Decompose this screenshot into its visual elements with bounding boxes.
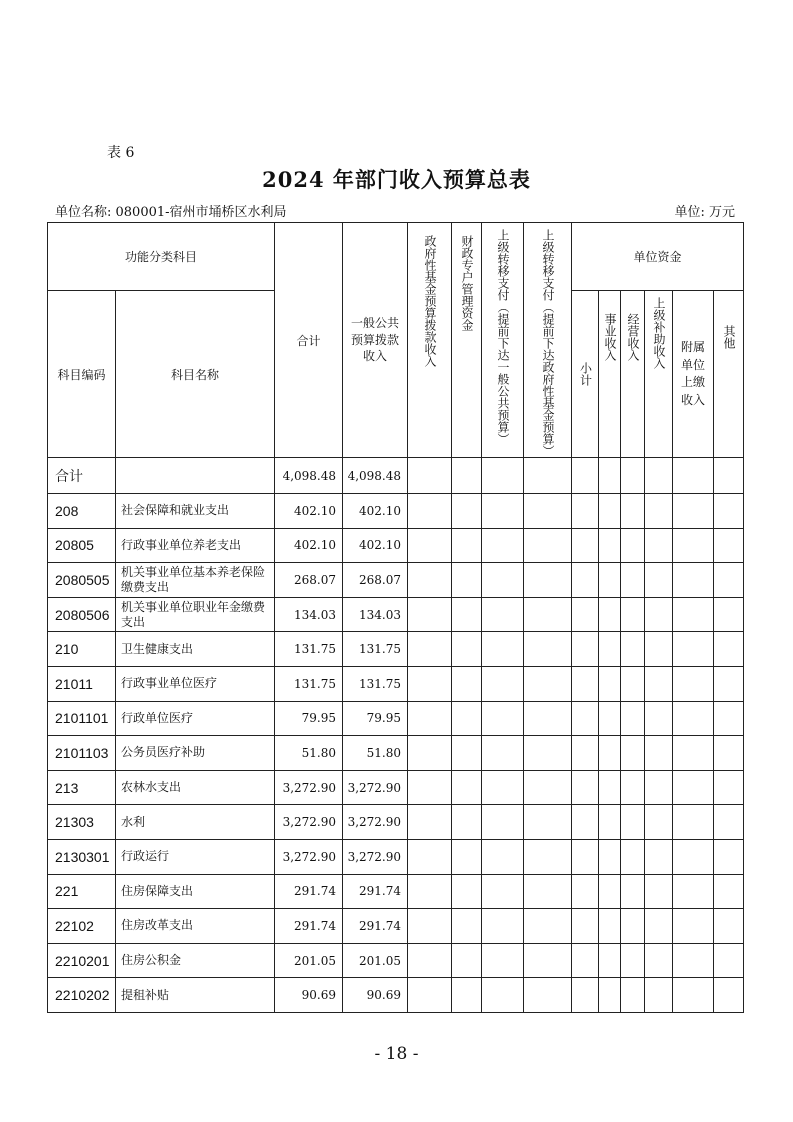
empty-cell xyxy=(673,770,714,805)
empty-cell xyxy=(645,528,673,563)
empty-cell xyxy=(673,494,714,529)
row-general: 402.10 xyxy=(343,528,408,563)
table-row xyxy=(48,770,744,805)
empty-cell xyxy=(714,494,744,529)
empty-cell xyxy=(599,909,621,944)
empty-cell xyxy=(645,978,673,1013)
empty-cell xyxy=(572,563,599,598)
empty-cell xyxy=(482,943,524,978)
row-code: 208 xyxy=(48,494,116,529)
budget-table xyxy=(47,222,744,1013)
empty-cell xyxy=(645,805,673,840)
empty-cell xyxy=(714,597,744,632)
row-general: 4,098.48 xyxy=(343,458,408,494)
empty-cell xyxy=(645,632,673,667)
empty-cell xyxy=(714,978,744,1013)
empty-cell xyxy=(673,805,714,840)
row-total: 3,272.90 xyxy=(275,839,343,874)
empty-cell xyxy=(408,839,452,874)
row-general: 131.75 xyxy=(343,666,408,701)
row-name: 机关事业单位基本养老保险缴费支出 xyxy=(116,563,275,598)
empty-cell xyxy=(408,770,452,805)
empty-cell xyxy=(673,701,714,736)
empty-cell xyxy=(482,494,524,529)
empty-cell xyxy=(482,978,524,1013)
row-name: 社会保障和就业支出 xyxy=(116,494,275,529)
empty-cell xyxy=(673,736,714,771)
empty-cell xyxy=(524,494,572,529)
row-total: 402.10 xyxy=(275,494,343,529)
empty-cell xyxy=(482,770,524,805)
empty-cell xyxy=(482,666,524,701)
empty-cell xyxy=(599,770,621,805)
empty-cell xyxy=(452,839,482,874)
empty-cell xyxy=(645,736,673,771)
empty-cell xyxy=(572,528,599,563)
empty-cell xyxy=(452,494,482,529)
empty-cell xyxy=(621,805,645,840)
table-row xyxy=(48,943,744,978)
header-transfer-general: 上级转移支付（提前下达一般公共预算） xyxy=(482,223,524,458)
empty-cell xyxy=(572,494,599,529)
empty-cell xyxy=(673,666,714,701)
empty-cell xyxy=(408,458,452,494)
empty-cell xyxy=(408,736,452,771)
row-name: 提租补贴 xyxy=(116,978,275,1013)
empty-cell xyxy=(524,978,572,1013)
empty-cell xyxy=(714,943,744,978)
empty-cell xyxy=(408,632,452,667)
table-row xyxy=(48,563,744,598)
empty-cell xyxy=(482,597,524,632)
table-row xyxy=(48,666,744,701)
row-code: 22102 xyxy=(48,909,116,944)
empty-cell xyxy=(482,839,524,874)
empty-cell xyxy=(482,632,524,667)
empty-cell xyxy=(452,909,482,944)
empty-cell xyxy=(452,563,482,598)
row-general: 79.95 xyxy=(343,701,408,736)
empty-cell xyxy=(645,839,673,874)
empty-cell xyxy=(714,805,744,840)
empty-cell xyxy=(599,563,621,598)
table-row xyxy=(48,839,744,874)
row-code: 21303 xyxy=(48,805,116,840)
row-name: 行政单位医疗 xyxy=(116,701,275,736)
empty-cell xyxy=(645,909,673,944)
empty-cell xyxy=(452,874,482,909)
empty-cell xyxy=(408,874,452,909)
unit-name: 单位名称: 080001-宿州市埇桥区水利局 xyxy=(55,205,287,220)
row-total: 3,272.90 xyxy=(275,770,343,805)
empty-cell xyxy=(714,874,744,909)
empty-cell xyxy=(645,770,673,805)
empty-cell xyxy=(524,701,572,736)
row-name: 机关事业单位职业年金缴费支出 xyxy=(116,597,275,632)
table-row xyxy=(48,632,744,667)
empty-cell xyxy=(524,805,572,840)
empty-cell xyxy=(524,458,572,494)
empty-cell xyxy=(621,666,645,701)
empty-cell xyxy=(714,770,744,805)
empty-cell xyxy=(673,597,714,632)
empty-cell xyxy=(482,909,524,944)
row-name: 住房保障支出 xyxy=(116,874,275,909)
empty-cell xyxy=(408,563,452,598)
empty-cell xyxy=(524,563,572,598)
empty-cell xyxy=(524,666,572,701)
empty-cell xyxy=(482,736,524,771)
empty-cell xyxy=(524,597,572,632)
header-other: 其他 xyxy=(714,291,744,458)
empty-cell xyxy=(452,597,482,632)
empty-cell xyxy=(673,978,714,1013)
empty-cell xyxy=(599,839,621,874)
row-code: 2130301 xyxy=(48,839,116,874)
header-subtotal: 小计 xyxy=(572,291,599,458)
empty-cell xyxy=(452,632,482,667)
empty-cell xyxy=(599,874,621,909)
row-total: 291.74 xyxy=(275,909,343,944)
empty-cell xyxy=(673,563,714,598)
empty-cell xyxy=(645,701,673,736)
empty-cell xyxy=(645,563,673,598)
header-total: 合计 xyxy=(275,223,343,458)
empty-cell xyxy=(452,943,482,978)
empty-cell xyxy=(621,563,645,598)
empty-cell xyxy=(572,839,599,874)
empty-cell xyxy=(645,666,673,701)
empty-cell xyxy=(452,805,482,840)
row-name: 农林水支出 xyxy=(116,770,275,805)
empty-cell xyxy=(714,528,744,563)
empty-cell xyxy=(673,458,714,494)
row-total: 79.95 xyxy=(275,701,343,736)
header-affiliated: 附属单位上缴收入 xyxy=(673,291,714,458)
empty-cell xyxy=(408,494,452,529)
empty-cell xyxy=(572,597,599,632)
empty-cell xyxy=(524,632,572,667)
empty-cell xyxy=(621,597,645,632)
header-subsidy: 上级补助收入 xyxy=(645,291,673,458)
header-operating: 经营收入 xyxy=(621,291,645,458)
empty-cell xyxy=(524,528,572,563)
row-general: 268.07 xyxy=(343,563,408,598)
empty-cell xyxy=(621,839,645,874)
empty-cell xyxy=(482,458,524,494)
empty-cell xyxy=(572,978,599,1013)
row-general: 131.75 xyxy=(343,632,408,667)
row-name: 行政事业单位养老支出 xyxy=(116,528,275,563)
row-code: 2101101 xyxy=(48,701,116,736)
empty-cell xyxy=(408,666,452,701)
table-row xyxy=(48,528,744,563)
empty-cell xyxy=(408,805,452,840)
row-total: 268.07 xyxy=(275,563,343,598)
row-code: 2210202 xyxy=(48,978,116,1013)
row-total: 131.75 xyxy=(275,666,343,701)
empty-cell xyxy=(408,909,452,944)
empty-cell xyxy=(482,528,524,563)
table-row xyxy=(48,874,744,909)
empty-cell xyxy=(621,978,645,1013)
empty-cell xyxy=(714,909,744,944)
empty-cell xyxy=(452,736,482,771)
empty-cell xyxy=(599,528,621,563)
empty-cell xyxy=(645,597,673,632)
empty-cell xyxy=(621,494,645,529)
empty-cell xyxy=(524,874,572,909)
row-total: 3,272.90 xyxy=(275,805,343,840)
row-general: 90.69 xyxy=(343,978,408,1013)
empty-cell xyxy=(714,701,744,736)
empty-cell xyxy=(599,632,621,667)
empty-cell xyxy=(524,770,572,805)
empty-cell xyxy=(572,701,599,736)
row-name: 行政运行 xyxy=(116,839,275,874)
empty-cell xyxy=(408,528,452,563)
header-transfer-fund: 上级转移支付（提前下达政府性基金预算） xyxy=(524,223,572,458)
row-code: 合计 xyxy=(48,458,116,494)
row-general: 291.74 xyxy=(343,909,408,944)
empty-cell xyxy=(714,666,744,701)
row-general: 291.74 xyxy=(343,874,408,909)
empty-cell xyxy=(524,943,572,978)
table-row xyxy=(48,736,744,771)
header-name: 科目名称 xyxy=(116,291,275,458)
row-total: 51.80 xyxy=(275,736,343,771)
row-name: 公务员医疗补助 xyxy=(116,736,275,771)
empty-cell xyxy=(482,805,524,840)
header-unit-funds: 单位资金 xyxy=(572,223,744,291)
row-general: 3,272.90 xyxy=(343,839,408,874)
row-name: 住房改革支出 xyxy=(116,909,275,944)
row-code: 21011 xyxy=(48,666,116,701)
empty-cell xyxy=(599,978,621,1013)
header-func-group: 功能分类科目 xyxy=(48,223,275,291)
header-code: 科目编码 xyxy=(48,291,116,458)
empty-cell xyxy=(572,736,599,771)
table-row xyxy=(48,458,744,494)
row-code: 2210201 xyxy=(48,943,116,978)
table-number: 表 6 xyxy=(107,145,135,161)
empty-cell xyxy=(572,632,599,667)
row-code: 2101103 xyxy=(48,736,116,771)
empty-cell xyxy=(621,528,645,563)
empty-cell xyxy=(621,458,645,494)
empty-cell xyxy=(621,701,645,736)
row-code: 2080505 xyxy=(48,563,116,598)
empty-cell xyxy=(408,701,452,736)
row-total: 291.74 xyxy=(275,874,343,909)
row-general: 3,272.90 xyxy=(343,805,408,840)
empty-cell xyxy=(572,666,599,701)
empty-cell xyxy=(621,632,645,667)
header-gov-fund: 政府性基金预算拨款收入 xyxy=(408,223,452,458)
empty-cell xyxy=(599,597,621,632)
row-total: 4,098.48 xyxy=(275,458,343,494)
empty-cell xyxy=(599,805,621,840)
row-name xyxy=(116,458,275,494)
empty-cell xyxy=(599,494,621,529)
empty-cell xyxy=(599,458,621,494)
empty-cell xyxy=(714,458,744,494)
empty-cell xyxy=(452,528,482,563)
empty-cell xyxy=(524,839,572,874)
row-total: 201.05 xyxy=(275,943,343,978)
empty-cell xyxy=(673,632,714,667)
empty-cell xyxy=(599,666,621,701)
empty-cell xyxy=(408,943,452,978)
empty-cell xyxy=(621,909,645,944)
table-row xyxy=(48,909,744,944)
empty-cell xyxy=(645,494,673,529)
table-row xyxy=(48,494,744,529)
empty-cell xyxy=(673,943,714,978)
empty-cell xyxy=(452,770,482,805)
unit-label: 单位: 万元 xyxy=(674,205,735,220)
empty-cell xyxy=(482,874,524,909)
empty-cell xyxy=(673,909,714,944)
row-name: 行政事业单位医疗 xyxy=(116,666,275,701)
row-total: 131.75 xyxy=(275,632,343,667)
empty-cell xyxy=(645,458,673,494)
empty-cell xyxy=(673,839,714,874)
row-general: 51.80 xyxy=(343,736,408,771)
empty-cell xyxy=(621,770,645,805)
empty-cell xyxy=(452,458,482,494)
row-code: 20805 xyxy=(48,528,116,563)
row-name: 水利 xyxy=(116,805,275,840)
empty-cell xyxy=(599,943,621,978)
empty-cell xyxy=(645,943,673,978)
row-total: 134.03 xyxy=(275,597,343,632)
empty-cell xyxy=(408,978,452,1013)
page-number: - 18 - xyxy=(374,1044,419,1064)
row-code: 213 xyxy=(48,770,116,805)
header-business: 事业收入 xyxy=(599,291,621,458)
empty-cell xyxy=(482,701,524,736)
page-title: 2024 年部门收入预算总表 xyxy=(262,167,531,192)
row-code: 221 xyxy=(48,874,116,909)
header-fiscal-special: 财政专户管理资金 xyxy=(452,223,482,458)
row-general: 201.05 xyxy=(343,943,408,978)
empty-cell xyxy=(714,632,744,667)
row-code: 210 xyxy=(48,632,116,667)
empty-cell xyxy=(452,666,482,701)
row-general: 3,272.90 xyxy=(343,770,408,805)
empty-cell xyxy=(482,563,524,598)
empty-cell xyxy=(599,701,621,736)
table-row xyxy=(48,701,744,736)
empty-cell xyxy=(714,563,744,598)
empty-cell xyxy=(572,874,599,909)
empty-cell xyxy=(572,909,599,944)
empty-cell xyxy=(572,770,599,805)
empty-cell xyxy=(408,597,452,632)
empty-cell xyxy=(572,458,599,494)
empty-cell xyxy=(524,736,572,771)
empty-cell xyxy=(621,943,645,978)
row-name: 卫生健康支出 xyxy=(116,632,275,667)
row-total: 90.69 xyxy=(275,978,343,1013)
empty-cell xyxy=(599,736,621,771)
empty-cell xyxy=(452,701,482,736)
empty-cell xyxy=(621,874,645,909)
empty-cell xyxy=(452,978,482,1013)
table-row xyxy=(48,978,744,1013)
empty-cell xyxy=(572,805,599,840)
empty-cell xyxy=(621,736,645,771)
row-code: 2080506 xyxy=(48,597,116,632)
empty-cell xyxy=(673,874,714,909)
empty-cell xyxy=(714,839,744,874)
table-row xyxy=(48,805,744,840)
row-name: 住房公积金 xyxy=(116,943,275,978)
row-general: 402.10 xyxy=(343,494,408,529)
empty-cell xyxy=(572,943,599,978)
row-general: 134.03 xyxy=(343,597,408,632)
empty-cell xyxy=(714,736,744,771)
empty-cell xyxy=(645,874,673,909)
empty-cell xyxy=(673,528,714,563)
header-general: 一般公共预算拨款收入 xyxy=(343,223,408,458)
row-total: 402.10 xyxy=(275,528,343,563)
table-row xyxy=(48,597,744,632)
empty-cell xyxy=(524,909,572,944)
